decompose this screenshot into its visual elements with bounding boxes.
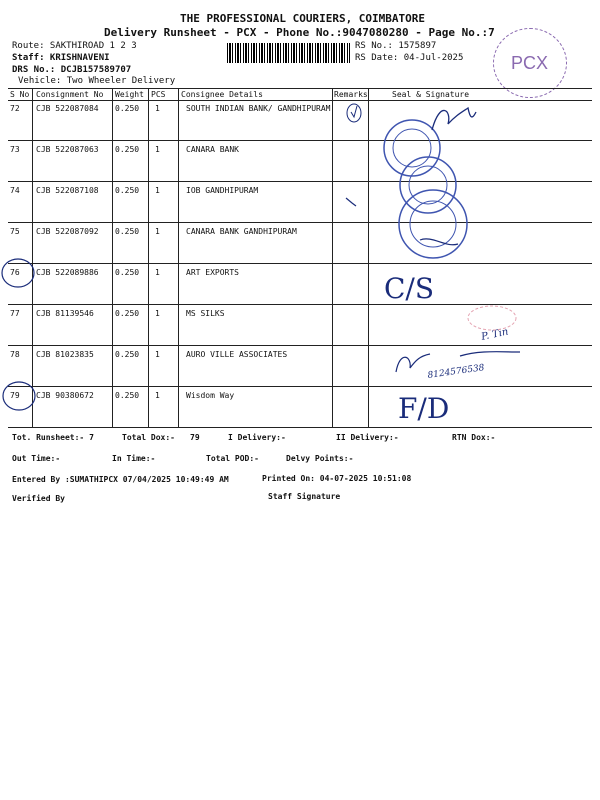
handwriting-cs: C/S (384, 272, 435, 305)
remarks-tick-72 (347, 104, 361, 122)
row-consignee: CANARA BANK GANDHIPURAM (186, 227, 297, 236)
row-sno: 75 (10, 227, 20, 236)
in-time: In Time:- (112, 454, 156, 463)
runsheet-subtitle: Delivery Runsheet - PCX - Phone No.:9047080280 - Page No.:7 (104, 26, 495, 39)
row-consignee: ART EXPORTS (186, 268, 239, 277)
row-consignee: MS SILKS (186, 309, 225, 318)
row-consignment: CJB 522089886 (36, 268, 99, 277)
col-header-seal-signature: Seal & Signature (392, 90, 470, 99)
rtn-dox: RTN Dox:- (452, 433, 496, 442)
row-pcs: 1 (155, 350, 160, 359)
row-pcs: 1 (155, 186, 160, 195)
row-weight: 0.250 (115, 104, 140, 113)
row-consignment: CJB 522087084 (36, 104, 99, 113)
company-title: THE PROFESSIONAL COURIERS, COIMBATORE (180, 12, 426, 25)
total-dox-label: Total Dox:- (122, 433, 175, 442)
row-pcs: 1 (155, 391, 160, 400)
row-consignee: Wisdom Way (186, 391, 235, 400)
row-weight: 0.250 (115, 391, 140, 400)
row-consignee: IOB GANDHIPURAM (186, 186, 259, 195)
row-consignment: CJB 81139546 (36, 309, 94, 318)
circle-mark-76 (2, 259, 34, 287)
row-pcs: 1 (155, 145, 160, 154)
row-sno: 72 (10, 104, 20, 113)
row-sno: 73 (10, 145, 20, 154)
i-delivery: I Delivery:- (228, 433, 286, 442)
row-sno: 79 (10, 391, 20, 400)
circle-mark-79 (3, 382, 35, 410)
rs-number: RS No.: 1575897 (355, 41, 437, 51)
entered-by: Entered By :SUMATHIPCX 07/04/2025 10:49:49 AM (12, 475, 229, 484)
row-consignment: CJB 90380672 (36, 391, 94, 400)
row-pcs: 1 (155, 227, 160, 236)
handwriting-phone: 8124576538 (427, 363, 486, 381)
row-pcs: 1 (155, 104, 160, 113)
col-header-consignment: Consignment No (36, 90, 104, 99)
route-label: Route: SAKTHIROAD 1 2 3 (12, 41, 137, 51)
row-pcs: 1 (155, 309, 160, 318)
total-runsheet: Tot. Runsheet:- 7 (12, 433, 94, 442)
row-consignment: CJB 522087063 (36, 145, 99, 154)
handwriting-fd: F/D (398, 392, 450, 425)
row-consignment: CJB 522087092 (36, 227, 99, 236)
row-sno: 78 (10, 350, 20, 359)
row-sno: 76 (10, 268, 20, 277)
verified-by: Verified By (12, 494, 65, 503)
row-pcs: 1 (155, 268, 160, 277)
row-consignment: CJB 81023835 (36, 350, 94, 359)
row-consignee: AURO VILLE ASSOCIATES (186, 350, 288, 359)
total-pod: Total POD:- (206, 454, 259, 463)
ii-delivery: II Delivery:- (336, 433, 399, 442)
total-dox-value: 79 (190, 433, 200, 442)
row-consignment: CJB 522087108 (36, 186, 99, 195)
row-weight: 0.250 (115, 309, 140, 318)
out-time: Out Time:- (12, 454, 61, 463)
row-weight: 0.250 (115, 145, 140, 154)
delvy-points: Delvy Points:- (286, 454, 354, 463)
col-header-weight: Weight (115, 90, 144, 99)
handwriting-name: P. Tin (480, 326, 510, 343)
drs-label: DRS No.: DCJB157589707 (12, 65, 132, 75)
printed-on: Printed On: 04-07-2025 10:51:08 (262, 474, 412, 483)
row-sno: 77 (10, 309, 20, 318)
pcx-stamp-text: PCX (511, 53, 549, 73)
row-weight: 0.250 (115, 186, 140, 195)
col-header-consignee: Consignee Details (181, 90, 263, 99)
signature-72 (432, 108, 476, 130)
row-consignee: SOUTH INDIAN BANK/ GANDHIPURAM (186, 104, 331, 113)
row-weight: 0.250 (115, 268, 140, 277)
signature-75 (420, 239, 458, 245)
bank-seal-stamp (399, 190, 467, 258)
faint-seal-stamp (468, 306, 516, 330)
row-consignee: CANARA BANK (186, 145, 239, 154)
row-weight: 0.250 (115, 227, 140, 236)
vehicle-label: Vehicle: Two Wheeler Delivery (18, 76, 176, 86)
staff-label: Staff: KRISHNAVENI (12, 53, 110, 63)
bank-seal-stamp (400, 157, 456, 213)
row-weight: 0.250 (115, 350, 140, 359)
row-sno: 74 (10, 186, 20, 195)
col-header-pcs: PCS (151, 90, 166, 99)
col-header-remarks: Remarks (334, 90, 368, 99)
rs-date: RS Date: 04-Jul-2025 (355, 53, 464, 63)
remarks-tick-74 (346, 198, 356, 206)
bank-seal-stamp (384, 120, 440, 176)
col-header-sno: S No (10, 90, 30, 99)
staff-signature: Staff Signature (268, 492, 341, 501)
